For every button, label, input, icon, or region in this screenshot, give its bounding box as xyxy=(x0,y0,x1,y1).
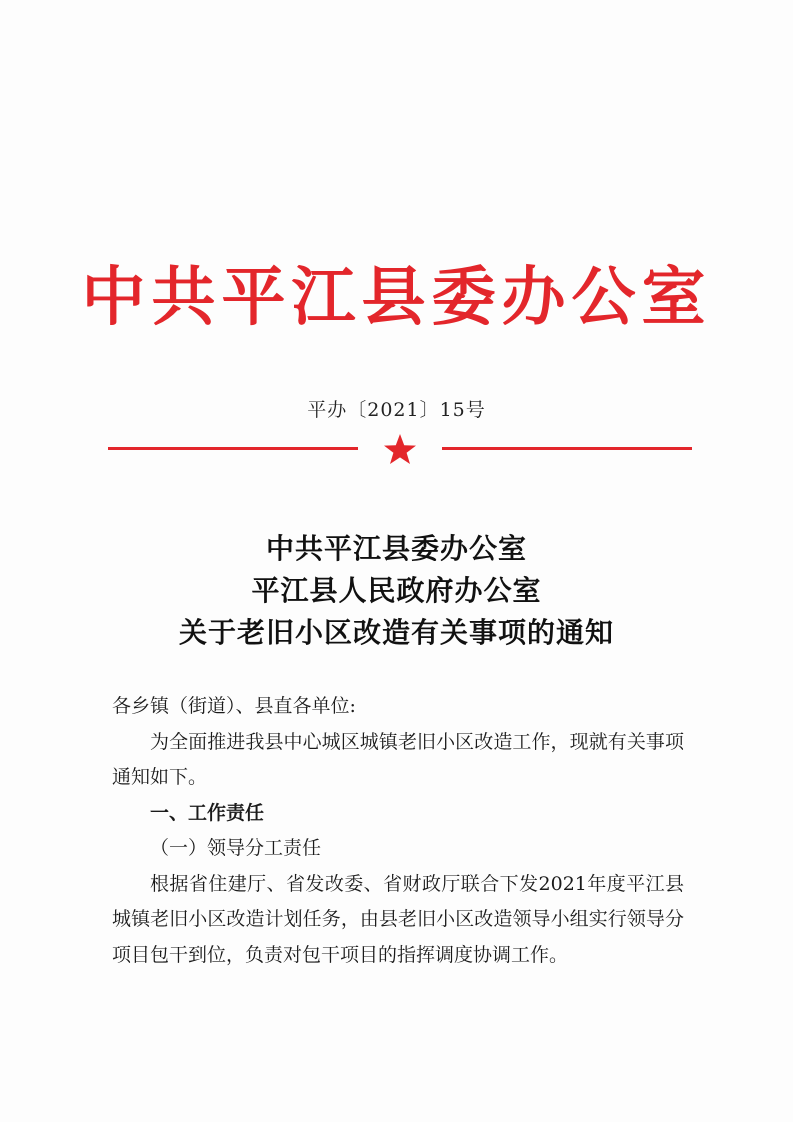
separator-line-left xyxy=(108,447,358,450)
issuer-header-title: 中共平江县委办公室 xyxy=(81,260,712,335)
title-line-3: 关于老旧小区改造有关事项的通知 xyxy=(178,616,614,649)
section-1-heading: 一、工作责任 xyxy=(150,801,265,824)
notice-title xyxy=(0,528,793,654)
subsection-1-text: 根据省住建厅、省发改委、省财政厅联合下发2021年度平江县城镇老旧小区改造计划任务，由县老旧小区改造领导小组实行领导分项目包干到位，负责对包干项目的指挥调度协调工作。 xyxy=(112,872,684,966)
red-separator xyxy=(108,433,692,463)
title-line-2: 平江县人民政府办公室 xyxy=(251,574,542,607)
star-icon xyxy=(383,433,417,465)
intro-paragraph: 为全面推进我县中心城区城镇老旧小区改造工作，现就有关事项通知如下。 xyxy=(112,730,684,788)
title-line-1: 中共平江县委办公室 xyxy=(265,532,527,565)
document-number: 平办〔2021〕15号 xyxy=(307,399,486,421)
salutation: 各乡镇（街道）、县直各单位: xyxy=(112,695,356,717)
separator-line-right xyxy=(442,447,692,450)
subsection-1-heading: （一）领导分工责任 xyxy=(150,837,322,859)
document-body xyxy=(112,689,684,973)
